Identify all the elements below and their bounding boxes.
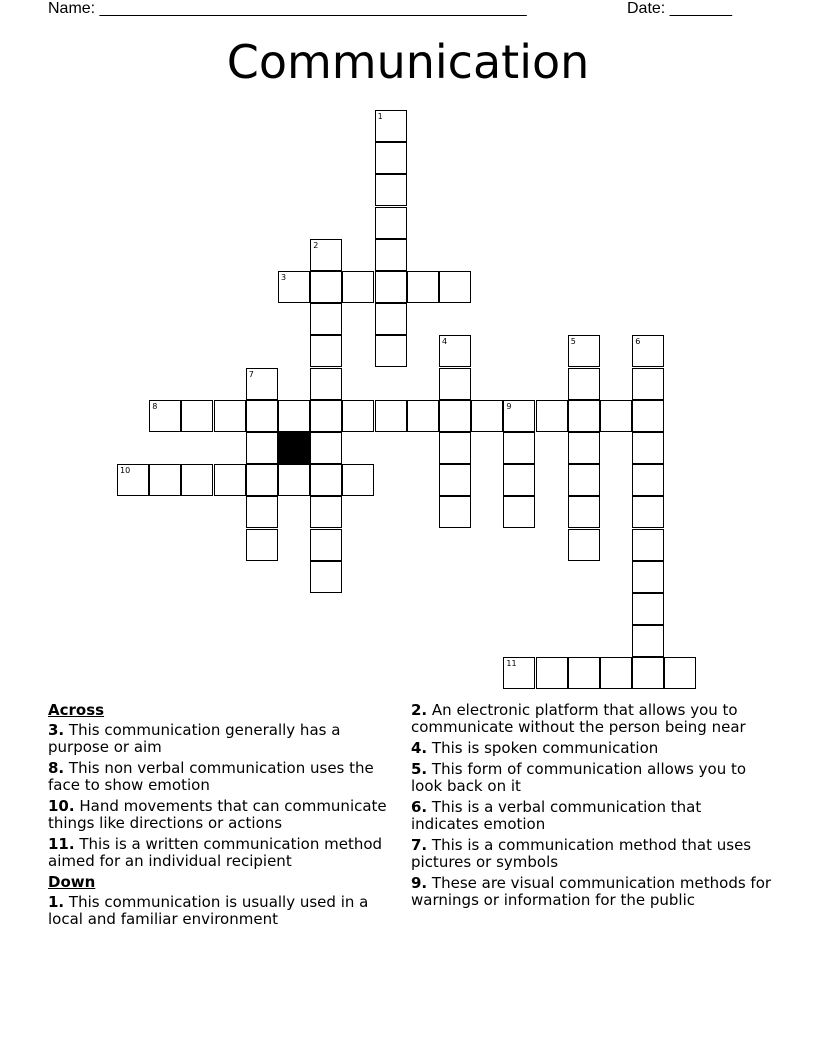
grid-cell[interactable] — [246, 400, 278, 432]
grid-cell[interactable] — [246, 464, 278, 496]
grid-cell[interactable] — [503, 432, 535, 464]
grid-cell[interactable] — [632, 496, 664, 528]
grid-cell[interactable] — [310, 400, 342, 432]
grid-cell[interactable] — [632, 432, 664, 464]
clue-number: 2 — [313, 240, 319, 250]
grid-cell[interactable] — [568, 496, 600, 528]
grid-cell[interactable] — [375, 400, 407, 432]
grid-cell[interactable] — [568, 464, 600, 496]
grid-cell[interactable] — [568, 335, 600, 367]
grid-cell[interactable] — [439, 271, 471, 303]
grid-cell[interactable] — [149, 400, 181, 432]
grid-cell[interactable] — [310, 432, 342, 464]
clue-down-7: 7. This is a communication method that uses pictures or symbols — [411, 836, 752, 871]
clue-down-9: 9. These are visual communication methods for warnings or information for the public — [411, 874, 772, 909]
clue-number: 3 — [281, 273, 287, 282]
grid-cell[interactable] — [375, 110, 407, 142]
grid-cell[interactable] — [439, 496, 471, 528]
grid-cell[interactable] — [439, 464, 471, 496]
grid-cell[interactable] — [246, 432, 278, 464]
clue-down-5: 5. This form of communication allows you to look back on it — [411, 760, 747, 795]
grid-cell[interactable] — [375, 207, 407, 239]
grid-cell[interactable] — [632, 368, 664, 400]
grid-cell[interactable] — [375, 271, 407, 303]
clue-down-4: 4. This is spoken communication — [411, 739, 659, 757]
page-title: Communication — [226, 35, 590, 89]
grid-cell[interactable] — [407, 400, 439, 432]
clue-number: 1 — [377, 112, 383, 121]
grid-cell[interactable] — [503, 464, 535, 496]
grid-cell[interactable] — [375, 142, 407, 174]
grid-cell[interactable] — [632, 593, 664, 625]
grid-cell[interactable] — [278, 271, 310, 303]
grid-cell[interactable] — [503, 496, 535, 528]
clue-number: 5 — [570, 337, 576, 347]
grid-cell[interactable] — [471, 400, 503, 432]
clue-number: 6 — [635, 337, 641, 347]
clue-number: 7 — [248, 369, 254, 379]
grid-cell[interactable] — [310, 368, 342, 400]
grid-cell[interactable] — [632, 529, 664, 561]
grid-cell[interactable] — [310, 529, 342, 561]
clue-across-11: 11. This is a written communication method aimed for an individual recipient — [48, 835, 383, 870]
grid-cell[interactable] — [181, 400, 213, 432]
grid-cell[interactable] — [310, 335, 342, 367]
grid-cell[interactable] — [375, 303, 407, 335]
clue-down-1: 1. This communication is usually used in a local and familiar environment — [48, 893, 369, 928]
across-heading: Across — [48, 701, 105, 719]
grid-cell[interactable] — [246, 529, 278, 561]
clue-across-3: 3. This communication generally has a purpose or aim — [48, 721, 341, 756]
clue-number: 8 — [152, 401, 158, 411]
grid-cell[interactable] — [568, 432, 600, 464]
clue-number: 11 — [506, 659, 517, 669]
grid-cell[interactable] — [407, 271, 439, 303]
grid-cell[interactable] — [568, 400, 600, 432]
grid-cell[interactable] — [310, 561, 342, 593]
grid-cell[interactable] — [375, 174, 407, 206]
grid-cell[interactable] — [503, 400, 535, 432]
clue-down-6: 6. This is a verbal communication that indicates emotion — [411, 798, 702, 833]
grid-cell[interactable] — [310, 496, 342, 528]
date-field-label[interactable]: Date: _______ — [627, 0, 732, 17]
clue-across-10: 10. Hand movements that can communicate things like directions or actions — [48, 797, 387, 832]
grid-cell[interactable] — [600, 657, 632, 689]
clues-left-column — [48, 702, 393, 932]
grid-cell[interactable] — [439, 400, 471, 432]
grid-cell[interactable] — [503, 657, 535, 689]
clues-right-column — [411, 702, 773, 913]
grid-cell[interactable] — [568, 529, 600, 561]
grid-cell[interactable] — [439, 432, 471, 464]
grid-cell[interactable] — [310, 239, 342, 271]
down-heading: Down — [48, 873, 96, 891]
grid-cell[interactable] — [246, 496, 278, 528]
grid-cell[interactable] — [536, 657, 568, 689]
grid-cell[interactable] — [536, 400, 568, 432]
grid-cell[interactable] — [439, 335, 471, 367]
grid-cell[interactable] — [310, 464, 342, 496]
grid-cell[interactable] — [342, 400, 374, 432]
grid-cell[interactable] — [632, 400, 664, 432]
grid-cell[interactable] — [375, 335, 407, 367]
grid-cell[interactable] — [342, 464, 374, 496]
clue-number: 4 — [442, 337, 448, 347]
grid-cell[interactable] — [632, 464, 664, 496]
grid-cell[interactable] — [632, 657, 664, 689]
grid-cell[interactable] — [439, 368, 471, 400]
grid-cell[interactable] — [310, 271, 342, 303]
grid-cell[interactable] — [600, 400, 632, 432]
grid-cell[interactable] — [632, 335, 664, 367]
clue-number: 9 — [506, 401, 512, 411]
grid-cell[interactable] — [214, 464, 246, 496]
clue-down-2: 2. An electronic platform that allows you to communicate without the person being near — [411, 701, 746, 736]
grid-cell[interactable] — [214, 400, 246, 432]
grid-cell[interactable] — [664, 657, 696, 689]
grid-cell[interactable] — [310, 303, 342, 335]
shaded-cell — [278, 432, 310, 464]
grid-cell[interactable] — [375, 239, 407, 271]
grid-cell[interactable] — [568, 657, 600, 689]
clue-number: 10 — [120, 466, 131, 476]
grid-cell[interactable] — [149, 464, 181, 496]
grid-cell[interactable] — [632, 625, 664, 657]
grid-cell[interactable] — [246, 368, 278, 400]
grid-cell[interactable] — [278, 400, 310, 432]
grid-cell[interactable] — [568, 368, 600, 400]
name-field-label[interactable]: Name: ________________________________________________ — [48, 0, 527, 17]
grid-cell[interactable] — [278, 464, 310, 496]
grid-cell[interactable] — [632, 561, 664, 593]
grid-cell[interactable] — [342, 271, 374, 303]
grid-cell[interactable] — [181, 464, 213, 496]
grid-cell[interactable] — [117, 464, 149, 496]
clue-across-8: 8. This non verbal communication uses the face to show emotion — [48, 759, 374, 794]
